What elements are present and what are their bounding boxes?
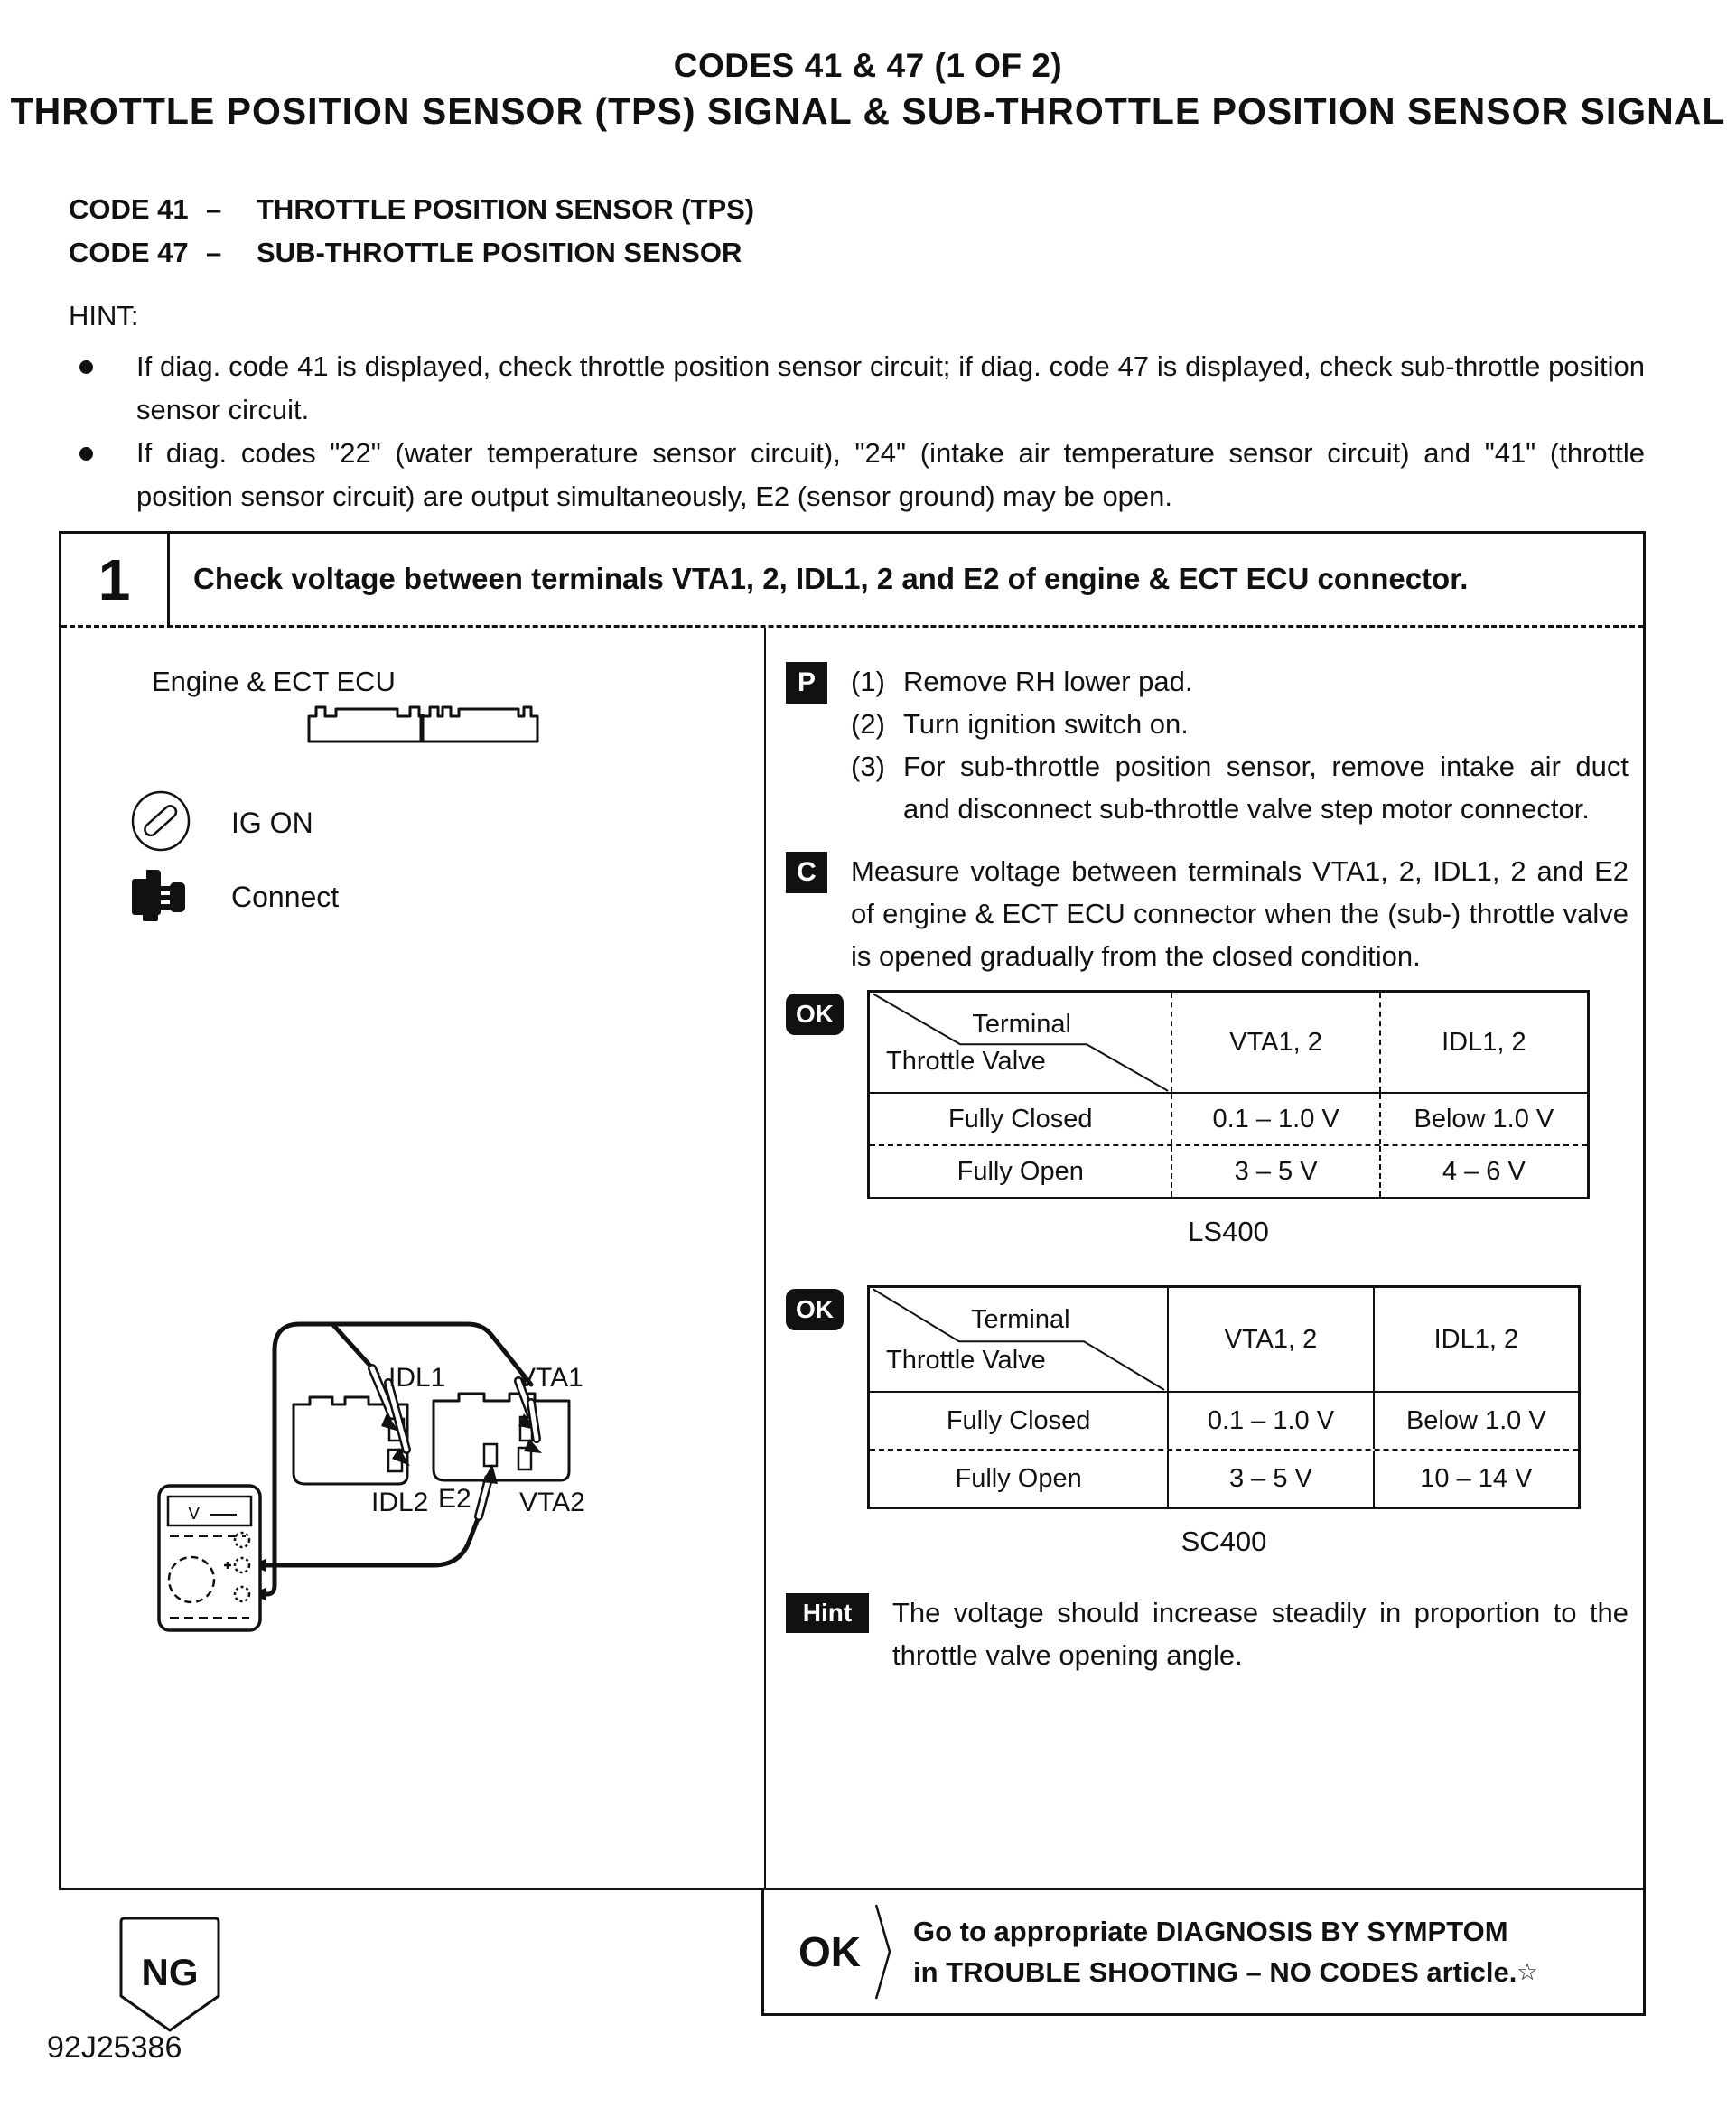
cell-value: 0.1 – 1.0 V: [1167, 1393, 1372, 1449]
voltmeter: [159, 1486, 260, 1630]
row-label: Fully Open: [957, 1156, 1084, 1186]
ignition-key-icon: [130, 790, 191, 852]
row-label: Fully Open: [955, 1463, 1082, 1493]
prepare-step: [851, 660, 1629, 703]
step-header: [61, 534, 1643, 628]
hint-badge: Hint: [786, 1593, 869, 1633]
page-subtitle: THROTTLE POSITION SENSOR (TPS) SIGNAL & SUB-THROTTLE POSITION SENSOR SIGNAL: [10, 90, 1726, 132]
ng-label: NG: [141, 1951, 199, 1993]
ok-badge: OK: [786, 994, 844, 1035]
hint-row: [786, 1591, 1629, 1676]
check-row: [786, 850, 1629, 977]
corner-label-terminal: Terminal: [970, 1305, 1070, 1334]
step-index: (1): [851, 666, 885, 697]
row-label: Fully Closed: [947, 1104, 1093, 1133]
document-number: 92J25386: [47, 2030, 182, 2065]
illustration-panel: [61, 628, 764, 1888]
page-title: CODES 41 & 47 (1 OF 2): [673, 47, 1063, 84]
hint-bullet-text: If diag. codes "22" (water temperature sensor circuit), "24" (intake air temperature sensor circuit) and "41" (throttle position sensor circuit) are output simultaneously, E2 (sensor ground) may be open.: [136, 437, 1645, 512]
pin-label-idl1: IDL1: [388, 1363, 446, 1393]
pin-label-idl2: IDL2: [371, 1488, 429, 1517]
procedure-panel: [764, 628, 1643, 1888]
bullet-icon: [79, 447, 93, 461]
step-text: Turn ignition switch on.: [903, 708, 1189, 740]
code-list: [69, 193, 754, 280]
ecu-connector-drawing: [303, 696, 543, 746]
code-separator: –: [206, 237, 222, 268]
connect-label: Connect: [231, 881, 340, 913]
prepare-step: [851, 703, 1629, 745]
ok-badge: OK: [786, 1289, 844, 1330]
table-header-row: [870, 1288, 1578, 1391]
probe-diagram: [152, 1314, 603, 1648]
hint-bullet: [69, 345, 1645, 432]
column-header: IDL1, 2: [1373, 1288, 1578, 1391]
voltage-table-sc400: [867, 1285, 1581, 1509]
table-caption: LS400: [1188, 1216, 1269, 1247]
cell-value: 3 – 5 V: [1171, 1146, 1378, 1197]
corner-label-terminal: Terminal: [972, 1010, 1071, 1039]
table-row: [870, 1092, 1587, 1144]
row-label: Fully Closed: [946, 1405, 1091, 1435]
column-header: VTA1, 2: [1167, 1288, 1372, 1391]
step-index: (3): [851, 751, 885, 782]
ok-result-line2: [913, 1952, 1538, 1992]
bullet-icon: [79, 360, 93, 374]
cell-value: Below 1.0 V: [1373, 1393, 1578, 1449]
prepare-step: [851, 745, 1629, 830]
hint-heading: HINT:: [69, 300, 139, 331]
right-connector-outline: [434, 1394, 569, 1480]
hint-bullet-text: If diag. code 41 is displayed, check throttle position sensor circuit; if diag. code 47 is displayed, check sub-throttle position sensor circuit.: [136, 350, 1645, 425]
corner-cell: [870, 993, 1171, 1092]
step-title: Check voltage between terminals VTA1, 2, IDL1, 2 and E2 of engine & ECT ECU connector.: [193, 562, 1469, 596]
step-index: (2): [851, 708, 885, 740]
ok-result-text: [913, 1912, 1538, 1992]
ok-spec-row-ls400: [786, 990, 1629, 1253]
table-header-row: [870, 993, 1587, 1092]
spec-table-wrap: [867, 1285, 1629, 1563]
cell-value: 0.1 – 1.0 V: [1171, 1094, 1378, 1144]
voltmeter-display: V: [188, 1504, 201, 1524]
ok-result-line2-text: in TROUBLE SHOOTING – NO CODES article.: [913, 1955, 1517, 1988]
star-icon: ☆: [1517, 1957, 1538, 1985]
cell-value: Below 1.0 V: [1379, 1094, 1587, 1144]
code-row-47: [69, 237, 754, 269]
column-header: VTA1, 2: [1171, 993, 1378, 1092]
step-number: 1: [61, 534, 170, 625]
code-label: CODE 47: [69, 237, 189, 268]
check-text: Measure voltage between terminals VTA1, 2, IDL1, 2 and E2 of engine & ECT ECU connector when the (sub-) throttle valve is opened gradually from the closed condition.: [851, 855, 1629, 972]
code-name: THROTTLE POSITION SENSOR (TPS): [257, 193, 755, 225]
table-row: [870, 1144, 1587, 1197]
step-body: [61, 628, 1643, 1888]
table-row: [870, 1391, 1578, 1449]
pin-label-vta1: VTA1: [518, 1363, 583, 1393]
code-row-41: [69, 193, 754, 226]
step-text: Remove RH lower pad.: [903, 666, 1193, 697]
column-header: IDL1, 2: [1379, 993, 1587, 1092]
check-badge: C: [786, 852, 827, 893]
ok-spec-row-sc400: [786, 1285, 1629, 1563]
table-row: [870, 1449, 1578, 1507]
e2-pin: [484, 1444, 497, 1466]
pin-label-vta2: VTA2: [519, 1488, 585, 1517]
prepare-row: [786, 660, 1629, 830]
cell-value: 4 – 6 V: [1379, 1146, 1587, 1197]
code-separator: –: [206, 193, 222, 225]
connect-icon: [130, 868, 190, 926]
cell-value: 10 – 14 V: [1373, 1451, 1578, 1507]
table-caption: SC400: [1181, 1525, 1267, 1557]
prepare-badge: P: [786, 662, 827, 704]
ok-result-box: [761, 1888, 1646, 2016]
hint-text: The voltage should increase steadily in proportion to the throttle valve opening angle.: [892, 1597, 1629, 1671]
corner-cell: [870, 1288, 1167, 1391]
pin-label-e2: E2: [438, 1484, 471, 1514]
ng-shield: [114, 1915, 226, 2036]
prepare-steps: [851, 660, 1629, 830]
voltage-table-ls400: [867, 990, 1590, 1199]
cell-value: 3 – 5 V: [1167, 1451, 1372, 1507]
spec-table-wrap: [867, 990, 1629, 1253]
corner-label-throttle-valve: Throttle Valve: [886, 1047, 1046, 1076]
ig-on-label: IG ON: [231, 807, 313, 839]
code-name: SUB-THROTTLE POSITION SENSOR: [257, 237, 742, 268]
ok-result-label: OK: [798, 1928, 861, 1975]
hint-bullet: [69, 432, 1645, 518]
corner-label-throttle-valve: Throttle Valve: [886, 1346, 1046, 1375]
ecu-label: Engine & ECT ECU: [152, 666, 396, 697]
hint-section: [69, 294, 1645, 518]
step-text: For sub-throttle position sensor, remove intake air duct and disconnect sub-throttle valve step motor connector.: [903, 751, 1629, 825]
ok-result-line1: Go to appropriate DIAGNOSIS BY SYMPTOM: [913, 1915, 1508, 1947]
step-1-box: [59, 531, 1646, 1890]
code-label: CODE 41: [69, 193, 189, 225]
chevron-icon: [873, 1901, 893, 2002]
e2-wire: [264, 1516, 479, 1565]
